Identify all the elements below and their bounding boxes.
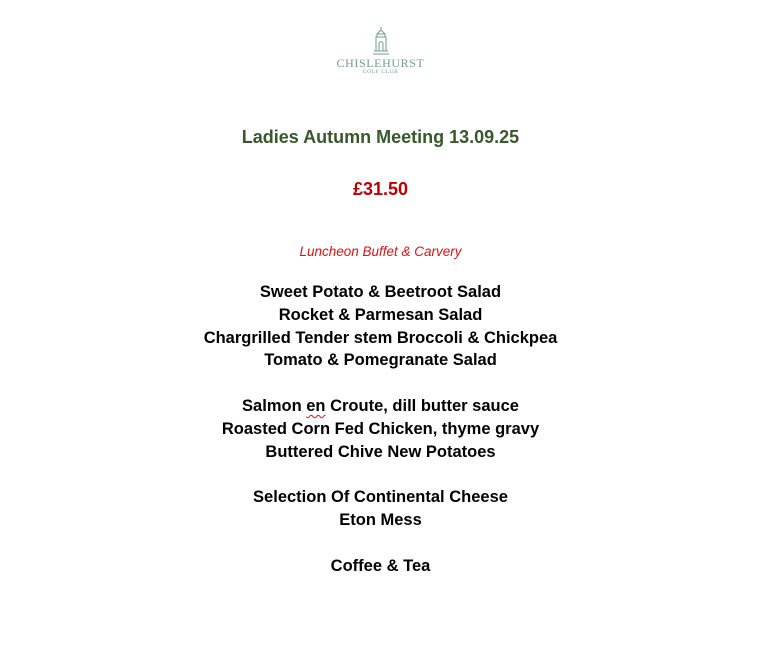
menu-item-text: Croute, dill butter sauce	[325, 396, 519, 415]
spellcheck-flagged-word: en	[306, 396, 326, 415]
menu-item: Eton Mess	[339, 510, 422, 529]
price: £31.50	[352, 179, 409, 199]
menu-item: Sweet Potato & Beetroot Salad	[259, 283, 502, 301]
logo-subtitle: GOLF CLUB	[362, 69, 399, 75]
menu-item: Chargrilled Tender stem Broccoli & Chickpea	[203, 328, 558, 347]
menu-item: Rocket & Parmesan Salad	[278, 305, 483, 324]
page-title: Ladies Autumn Meeting 13.09.25	[241, 127, 520, 147]
menu-item: Coffee & Tea	[330, 556, 431, 575]
menu-section-mains	[0, 395, 761, 463]
menu-item: Buttered Chive New Potatoes	[265, 442, 496, 461]
club-logo	[0, 26, 761, 76]
menu-list	[0, 281, 761, 600]
menu-item-text: Salmon	[242, 396, 307, 415]
menu-section-drinks	[0, 555, 761, 578]
logo-name: CHISLEHURST	[336, 56, 425, 70]
menu-section-salads	[0, 281, 761, 372]
menu-item: Roasted Corn Fed Chicken, thyme gravy	[221, 419, 540, 438]
clubhouse-tower-icon	[371, 26, 391, 56]
menu-subtitle: Luncheon Buffet & Carvery	[299, 244, 462, 259]
menu-section-desserts	[0, 486, 761, 532]
menu-item: Tomato & Pomegranate Salad	[264, 351, 497, 370]
menu-item	[0, 395, 761, 418]
menu-item: Selection Of Continental Cheese	[253, 488, 508, 507]
